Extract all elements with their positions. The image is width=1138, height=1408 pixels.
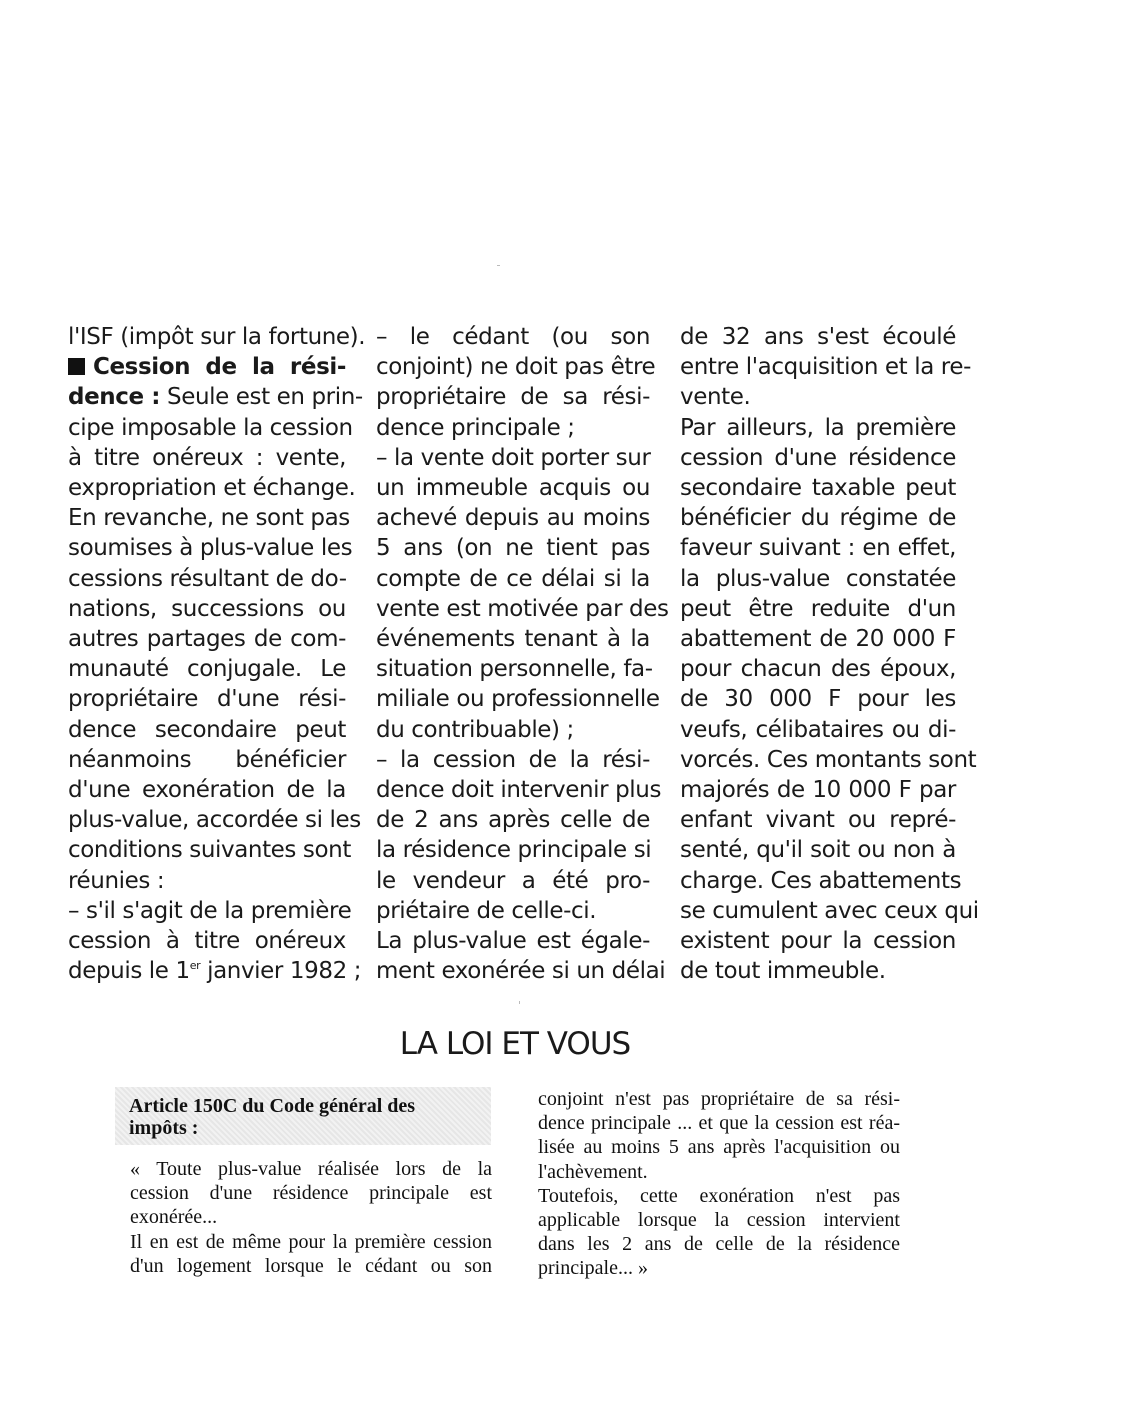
text-line: événements tenant à la	[376, 626, 650, 653]
text-line: – la vente doit porter sur	[376, 444, 651, 471]
text-line: conditions suivantes sont	[68, 837, 351, 864]
quote-line: « Toute plus-value réalisée lors de la	[130, 1158, 492, 1180]
scan-speck	[497, 265, 500, 266]
quote-line: Il en est de même pour la première cession	[130, 1230, 492, 1253]
quote-line: principale... »	[538, 1257, 648, 1280]
text-line: existent pour la cession	[680, 928, 956, 955]
text-line: entre l'acquisition et la re-	[680, 354, 971, 381]
subheading-end: dence :	[68, 384, 161, 411]
text-line: senté, qu'il soit ou non à	[680, 837, 956, 864]
text-line: dence secondaire peut	[68, 716, 346, 743]
section-heading: LA LOI ET VOUS	[399, 1026, 631, 1062]
text-line: peut être reduite d'un	[680, 595, 956, 622]
text-line: soumises à plus-value les	[68, 535, 353, 562]
text-line: compte de ce délai si la	[376, 565, 650, 592]
text-line: de 30 000 F pour les	[680, 686, 956, 713]
article-title-line: Article 150C du Code général des	[129, 1095, 416, 1117]
text-line: autres partages de com-	[68, 626, 346, 653]
text-run: depuis le 1	[68, 958, 190, 985]
text-line: munauté conjugale. Le	[68, 656, 346, 683]
text-line: – la cession de la rési-	[376, 746, 650, 773]
text-line: de tout immeuble.	[680, 958, 886, 985]
quote-line: l'achèvement.	[538, 1160, 648, 1183]
text-line: En revanche, ne sont pas	[68, 505, 350, 532]
text-line: la résidence principale si	[376, 837, 652, 864]
text-line: cession d'une résidence	[680, 444, 956, 471]
text-line: – le cédant (ou son	[376, 324, 650, 350]
quote-line: exonérée...	[130, 1206, 218, 1229]
text-line: se cumulent avec ceux qui	[680, 897, 979, 924]
text-line: la plus-value constatée	[680, 565, 956, 592]
article-title-box	[115, 1087, 491, 1145]
text-line: – s'il s'agit de la première	[68, 897, 352, 924]
text-line: veufs, célibataires ou di-	[680, 716, 956, 743]
text-line	[68, 956, 362, 986]
text-line: dence doit intervenir plus	[376, 777, 662, 804]
subheading: Cession de la rési-	[93, 354, 346, 381]
text-line: de 2 ans après celle de	[376, 807, 650, 834]
text-line: majorés de 10 000 F par	[680, 777, 956, 804]
article-title-line: impôts :	[129, 1117, 199, 1139]
article-title	[129, 1095, 415, 1139]
text-line	[68, 382, 363, 412]
quote-line: dence principale ... et que la cession est réa-	[538, 1112, 900, 1135]
text-line: l'ISF (impôt sur la fortune).	[68, 324, 366, 350]
text-line: expropriation et échange.	[68, 475, 356, 502]
text-line: 5 ans (on ne tient pas	[376, 535, 650, 562]
text-run: janvier 1982 ;	[200, 958, 362, 985]
quote-line: conjoint n'est pas propriétaire de sa rési-	[538, 1088, 900, 1110]
quote-line: lisée au moins 5 ans après l'acquisition ou	[538, 1136, 900, 1159]
article-column-3	[680, 322, 979, 986]
text-line: ment exonérée si un délai	[376, 958, 666, 985]
text-line: vente est motivée par des	[376, 595, 669, 622]
text-line: du contribuable) ;	[376, 716, 574, 743]
text-line: vente.	[680, 384, 751, 411]
ordinal-superscript: er	[189, 959, 201, 973]
text-line: propriétaire de sa rési-	[376, 384, 650, 411]
text-line: un immeuble acquis ou	[376, 475, 650, 502]
quote-line: dans les 2 ans de celle de la résidence	[538, 1233, 900, 1256]
quote-line: Toutefois, cette exonération n'est pas	[538, 1184, 900, 1207]
text-line: propriétaire d'une rési-	[68, 686, 346, 713]
quote-line: applicable lorsque la cession intervient	[538, 1209, 900, 1232]
text-line: de 32 ans s'est écoulé	[680, 324, 956, 350]
text-line: à titre onéreux : vente,	[68, 444, 346, 471]
text-line: situation personnelle, fa-	[376, 656, 653, 683]
quote-line: cession d'une résidence principale est	[130, 1182, 492, 1205]
text-line: Par ailleurs, la première	[680, 414, 956, 441]
text-line: bénéficier du régime de	[680, 505, 956, 532]
text-line: réunies :	[68, 867, 165, 894]
law-quote-left	[130, 1157, 492, 1278]
law-quote-right	[538, 1087, 900, 1281]
text-line: charge. Ces abattements	[680, 867, 962, 894]
text-line: vorcés. Ces montants sont	[680, 746, 977, 773]
text-line: cipe imposable la cession	[68, 414, 353, 441]
text-line: cession à titre onéreux	[68, 928, 346, 955]
square-bullet-icon	[68, 358, 85, 375]
article-column-2	[376, 322, 669, 986]
text-line: abattement de 20 000 F	[680, 626, 956, 653]
text-line: miliale ou professionnelle	[376, 686, 660, 713]
text-line: priétaire de celle-ci.	[376, 897, 597, 924]
text-line: nations, successions ou	[68, 595, 346, 622]
text-line: néanmoins bénéficier	[68, 746, 346, 773]
text-line: pour chacun des époux,	[680, 656, 956, 683]
text-line: cessions résultant de do-	[68, 565, 347, 592]
text-line: secondaire taxable peut	[680, 475, 956, 502]
scan-speck	[519, 1001, 520, 1004]
text-line: enfant vivant ou repré-	[680, 807, 956, 834]
text-line: achevé depuis au moins	[376, 505, 650, 532]
text-line: plus-value, accordée si les	[68, 807, 361, 834]
text-run: Seule est en prin-	[160, 384, 363, 411]
quote-line: d'un logement lorsque le cédant ou son	[130, 1254, 492, 1277]
text-line: conjoint) ne doit pas être	[376, 354, 656, 381]
text-line: La plus-value est égale-	[376, 928, 650, 955]
text-line: d'une exonération de la	[68, 777, 346, 804]
text-line: faveur suivant : en effet,	[680, 535, 956, 562]
text-line: dence principale ;	[376, 414, 575, 441]
text-line: le vendeur a été pro-	[376, 867, 650, 894]
subheading-line	[68, 352, 346, 382]
article-column-1	[68, 322, 366, 986]
